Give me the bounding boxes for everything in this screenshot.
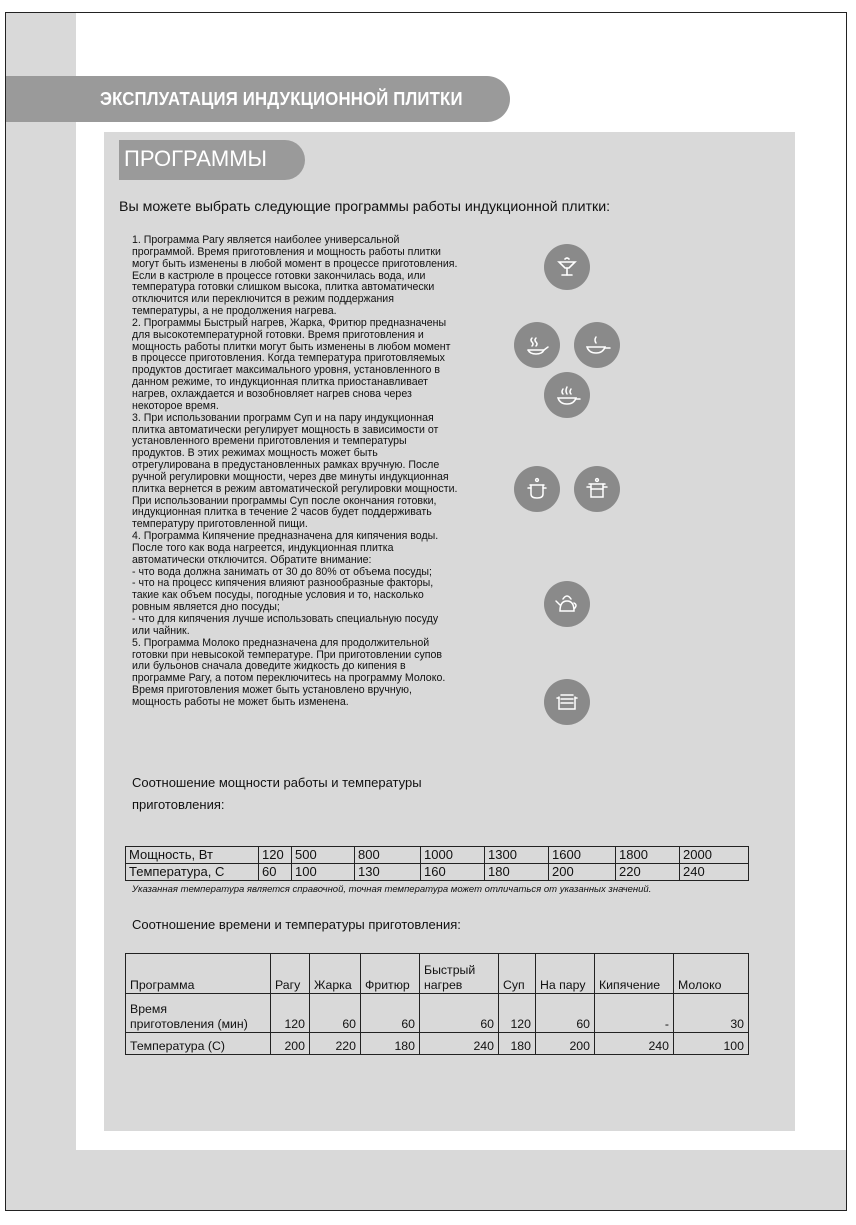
body-line: температуры, а не продолжения нагрева. (132, 305, 337, 318)
table-header-cell: Жарка (310, 954, 361, 994)
table-cell: 60 (361, 994, 420, 1033)
body-line: После того как вода нагреется, индукционная плитка (132, 541, 394, 554)
body-line: или бульонов сначала доведите жидкость до кипения в (132, 660, 406, 673)
table-cell: 100 (674, 1033, 749, 1055)
body-line: продуктов достигает максимального уровня, установленного в (132, 364, 440, 377)
power-section-title (132, 772, 422, 816)
table-cell: 1600 (549, 847, 616, 864)
table-cell: 30 (674, 994, 749, 1033)
bottom-decor-strip (6, 1150, 846, 1210)
table-cell: 240 (595, 1033, 674, 1055)
soup-pot-icon (514, 466, 560, 512)
table-cell: 60 (259, 864, 292, 881)
body-line: готовки при невысокой температуре. При приготовлении супов (132, 648, 442, 661)
header-title: ЭКСПЛУАТАЦИЯ ИНДУКЦИОННОЙ ПЛИТКИ (100, 89, 463, 109)
body-line: 1. Программа Рагу является наиболее универсальной (132, 234, 400, 246)
table-cell: 220 (310, 1033, 361, 1055)
row-label-line: приготовления (мин) (130, 1017, 248, 1031)
quick-heat-icon (514, 322, 560, 368)
table-cell: 120 (499, 994, 536, 1033)
body-line: продуктов. В этих режимах мощность может быть (132, 447, 378, 460)
table-cell: Температура, С (126, 864, 259, 881)
table-cell: 200 (549, 864, 616, 881)
table-cell: 180 (499, 1033, 536, 1055)
steam-pot-icon (574, 466, 620, 512)
milk-pot-icon (544, 679, 590, 725)
table-cell: 240 (680, 864, 749, 881)
body-line: автоматически отключится. Обратите внимание: (132, 553, 372, 566)
body-line: 5. Программа Молоко предназначена для продолжительной (132, 636, 430, 649)
table-cell: 180 (361, 1033, 420, 1055)
body-line: плитка вернется в режим автоматической регулировки мощности. (132, 482, 458, 495)
table-cell: - (595, 994, 674, 1033)
body-line: нагрев, охлаждается и возобновляет нагрев снова через (132, 387, 412, 400)
body-line: При использовании программы Суп после окончания готовки, (132, 494, 437, 507)
body-line: - что для кипячения лучше использовать специальную посуду (132, 613, 439, 625)
intro-text: Вы можете выбрать следующие программы работы индукционной плитки: (119, 199, 611, 215)
table-cell: 240 (420, 1033, 499, 1055)
table-cell: 180 (485, 864, 549, 881)
table-cell: 1300 (485, 847, 549, 864)
table-row (126, 1033, 749, 1055)
body-line: или чайник. (132, 624, 190, 637)
body-line: такие как объем посуды, погодные условия и то, насколько (132, 589, 424, 602)
table-cell: 60 (420, 994, 499, 1033)
table-header-cell: Молоко (674, 954, 749, 994)
table-cell: 120 (259, 847, 292, 864)
body-line: - что вода должна занимать от 30 до 80% от объема посуды; (132, 565, 432, 578)
kettle-icon (544, 581, 590, 627)
body-line: Если в кастрюле в процессе готовки закончилась вода, или (132, 269, 426, 282)
table-cell: Мощность, Вт (126, 847, 259, 864)
body-line: некоторое время. (132, 399, 219, 412)
body-line: индукционная плитка в течение 2 часов будет поддерживать (132, 506, 432, 519)
body-line: 2. Программы Быстрый нагрев, Жарка, Фритюр предназначены (132, 316, 447, 329)
deep-fry-icon (544, 372, 590, 418)
table-header-cell: Кипячение (595, 954, 674, 994)
fry-pan-icon (574, 322, 620, 368)
body-line: температура готовки слишком высока, плитка автоматически (132, 281, 435, 294)
table-cell: 500 (292, 847, 355, 864)
body-line: температуру приготовленной пищи. (132, 518, 308, 531)
table-cell: 100 (292, 864, 355, 881)
table-cell (126, 994, 271, 1033)
body-line: установленного времени приготовления и температуры (132, 435, 407, 448)
table-cell: 1800 (616, 847, 680, 864)
body-line: мощность работы не может быть изменена. (132, 695, 349, 708)
body-line: 3. При использовании программ Суп и на пару индукционная (132, 411, 434, 424)
table-cell: 60 (310, 994, 361, 1033)
table-row (126, 994, 749, 1033)
body-line: отключится или переключится в режим поддержания (132, 293, 394, 306)
header-line: Быстрый (424, 963, 476, 977)
body-line: Время приготовления может быть установлено вручную, (132, 684, 412, 697)
row-label-line: Время (130, 1002, 167, 1016)
table-header-cell: Суп (499, 954, 536, 994)
body-line: программой. Время приготовления и мощность работы плитки (132, 245, 441, 258)
table-cell: 130 (355, 864, 421, 881)
power-title-line: приготовления: (132, 797, 225, 812)
table-cell: 160 (421, 864, 485, 881)
power-title-line: Соотношение мощности работы и температуры (132, 775, 422, 790)
section-title: ПРОГРАММЫ (124, 146, 268, 171)
table-cell: Температура (С) (126, 1033, 271, 1055)
table-header-cell (420, 954, 499, 994)
table-cell: 800 (355, 847, 421, 864)
table-row (126, 847, 749, 864)
body-line: могут быть изменены в любой момент в процессе приготовления. (132, 257, 458, 270)
body-line: программе Рагу, а потом переключитесь на программу Молоко. (132, 672, 446, 685)
body-line: для высокотемпературной готовки. Время приготовления и (132, 328, 424, 341)
temperature-note: Указанная температура является справочной, точная температура может отличаться от указанных значений. (132, 884, 652, 895)
power-table (125, 846, 749, 881)
table-cell: 200 (536, 1033, 595, 1055)
body-line: ручной регулировки мощности, через две минуты индукционная (132, 470, 449, 483)
table-cell: 200 (271, 1033, 310, 1055)
header-line: нагрев (424, 978, 463, 992)
body-line: ровным является дно посуды; (132, 601, 280, 614)
table-cell: 60 (536, 994, 595, 1033)
programs-description (132, 235, 504, 709)
body-line: в процессе приготовления. Когда температура приготовляемых (132, 352, 445, 365)
table-cell: 1000 (421, 847, 485, 864)
body-line: отрегулирована в предустановленных рамках вручную. После (132, 459, 440, 472)
table-header-cell: Программа (126, 954, 271, 994)
table-header-cell: На пару (536, 954, 595, 994)
table-header-cell: Фритюр (361, 954, 420, 994)
table-cell: 120 (271, 994, 310, 1033)
body-line: данном режиме, то индукционная плитка приостанавливает (132, 376, 428, 389)
body-line: плитка автоматически регулирует мощность в зависимости от (132, 423, 439, 436)
time-table (125, 953, 749, 1055)
table-header-row (126, 954, 749, 994)
body-line: - что на процесс кипячения влияют разнообразные факторы, (132, 577, 434, 590)
table-cell: 220 (616, 864, 680, 881)
body-line: 4. Программа Кипячение предназначена для кипячения воды. (132, 530, 439, 543)
left-decor-strip (6, 13, 76, 1210)
time-section-title: Соотношение времени и температуры приготовления: (132, 917, 461, 932)
body-line: мощность работы плитки могут быть изменены в любом момент (132, 340, 451, 353)
table-row (126, 864, 749, 881)
stew-icon (544, 244, 590, 290)
table-header-cell: Рагу (271, 954, 310, 994)
table-cell: 2000 (680, 847, 749, 864)
